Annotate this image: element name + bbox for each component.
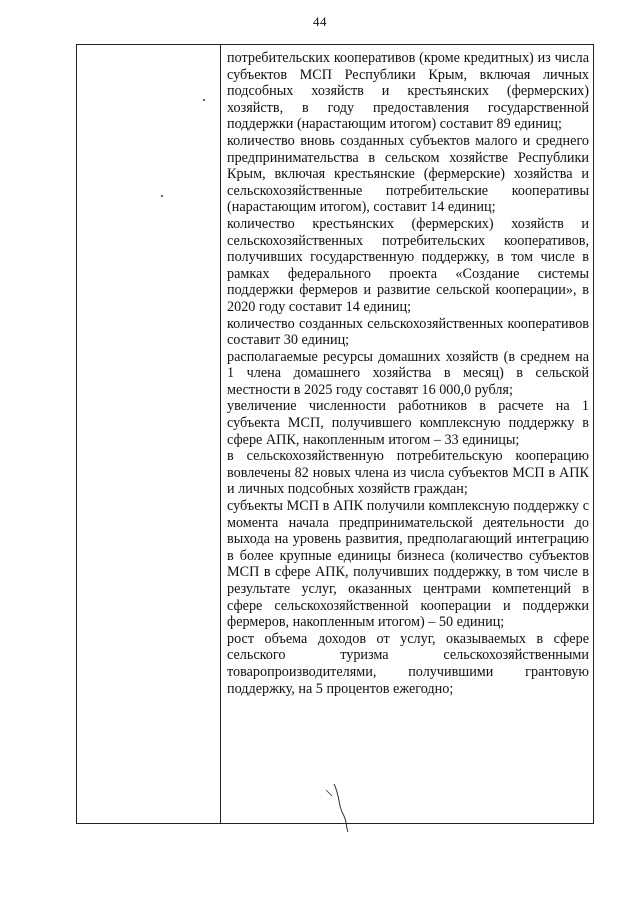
scan-speck [203, 99, 205, 101]
scan-speck [161, 195, 163, 197]
document-table [76, 44, 594, 824]
table-paragraph: субъекты МСП в АПК получили комплексную поддержку с момента начала предпринимательской деятельности до выхода на уровень развития, предполагающий интеграцию в более крупные единицы бизнеса (количество субъектов МСП в сфере АПК, получивших поддержку, в том числе в результате услуг, оказанных центрами компетенций в сфере сельскохозяйственной кооперации и поддержки фермеров, накопленным итогом) – 50 единиц; [227, 498, 589, 631]
table-right-column [221, 45, 593, 697]
table-paragraph: количество вновь созданных субъектов малого и среднего предпринимательства в сельском хозяйстве Республики Крым, включая крестьянские (фермерские) хозяйства и сельскохозяйственные потребительские кооперативы (нарастающим итогом), составит 14 единиц; [227, 132, 589, 216]
table-paragraph: в сельскохозяйственную потребительскую кооперацию вовлечены 82 новых члена из числа субъектов МСП в АПК и личных подсобных хозяйств граждан; [227, 448, 589, 498]
page-number: 44 [313, 14, 327, 29]
table-paragraph: рост объема доходов от услуг, оказываемых в сфере сельского туризма сельскохозяйственными товаропроизводителями, получившими грантовую поддержку, на 5 процентов ежегодно; [227, 630, 589, 697]
table-paragraph: количество созданных сельскохозяйственных кооперативов составит 30 единиц; [227, 315, 589, 349]
table-paragraph: потребительских кооперативов (кроме кредитных) из числа субъектов МСП Республики Крым, включая личных подсобных хозяйств и крестьянских (фермерских) хозяйств, в году предоставления государственной поддержки (нарастающим итогом) составит 89 единиц; [227, 50, 589, 133]
pen-mark-icon [322, 782, 362, 834]
table-paragraph: увеличение численности работников в расчете на 1 субъекта МСП, получившего комплексную поддержку в сфере АПК, накопленным итогом – 33 единицы; [227, 398, 589, 448]
table-paragraph: располагаемые ресурсы домашних хозяйств (в среднем на 1 члена домашнего хозяйства в месяц) в сельской местности в 2025 году составят 16 000,0 рубля; [227, 348, 589, 398]
table-paragraph: количество крестьянских (фермерских) хозяйств и сельскохозяйственных потребительских кооперативов, получивших государственную поддержку, в том числе в рамках федерального проекта «Создание системы поддержки фермеров и развитие сельской кооперации», в 2020 году составит 14 единиц; [227, 215, 589, 315]
table-left-column [77, 45, 221, 823]
